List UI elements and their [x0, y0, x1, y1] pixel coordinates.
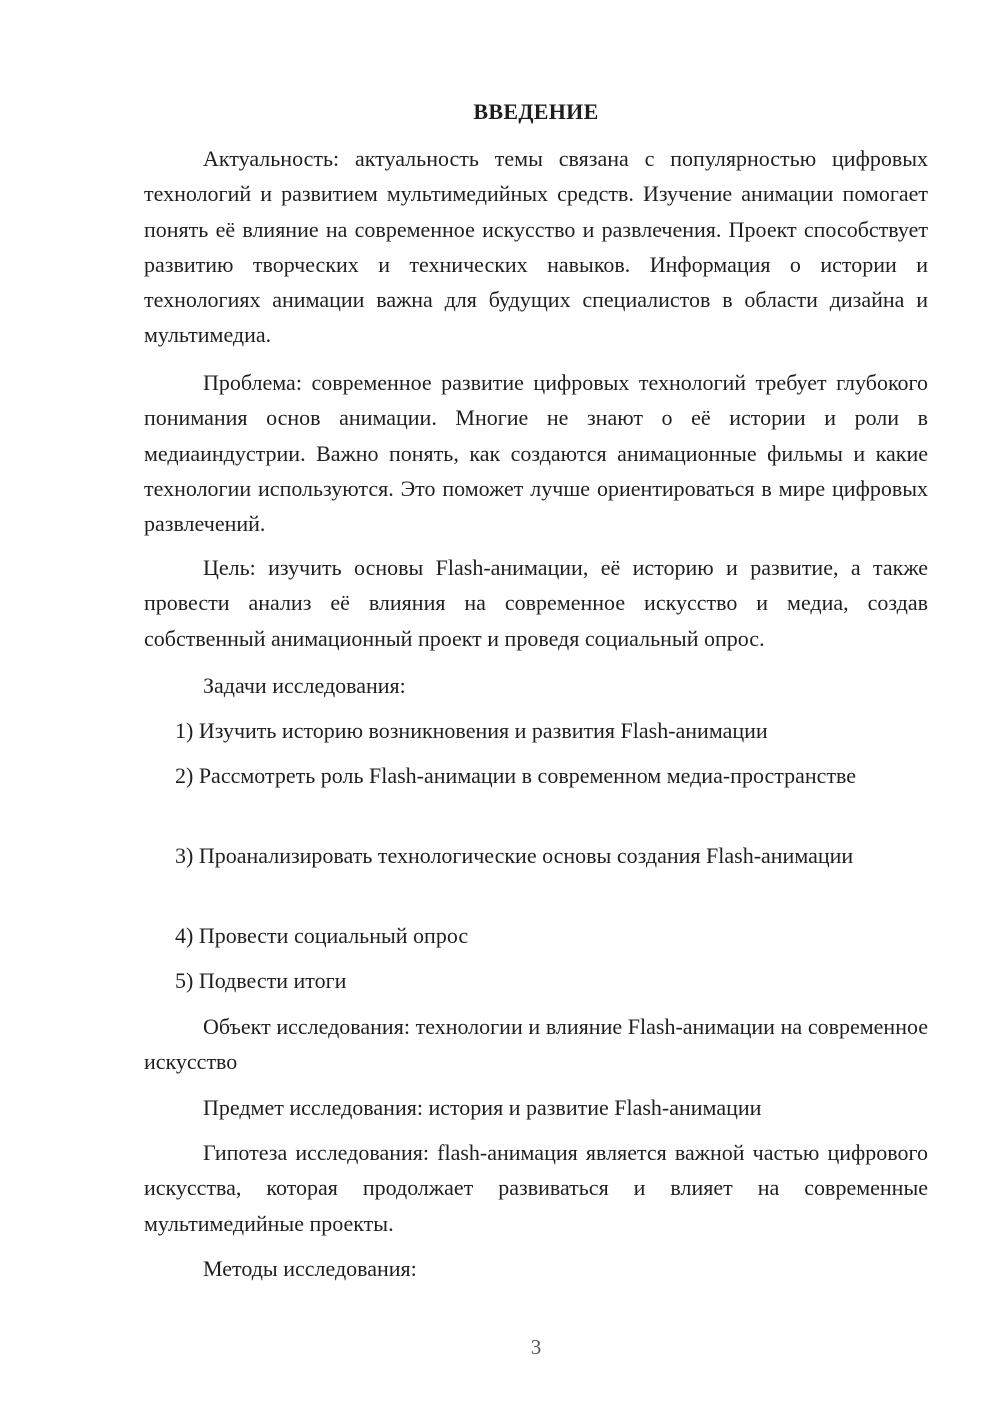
- section-heading: ВВЕДЕНИЕ: [473, 99, 599, 124]
- paragraph-hypothesis: Гипотеза исследования: flash-анимация является важной частью цифрового искусства, которая продолжает развиваться и влияет на современные мультимедийные проекты.: [144, 1140, 928, 1236]
- task-item-3: 3) Проанализировать технологические основы создания Flash-анимации: [175, 843, 854, 868]
- task-item-2: 2) Рассмотреть роль Flash-анимации в современном медиа-пространстве: [175, 763, 857, 788]
- task-item-4: 4) Провести социальный опрос: [175, 923, 469, 948]
- paragraph-problem: Проблема: современное развитие цифровых технологий требует глубокого понимания основ анимации. Многие не знают о её истории и роли в медиаиндустрии. Важно понять, как создаются анимационные фильмы и какие технологии используются. Это поможет лучше ориентироваться в мире цифровых развлечений.: [144, 370, 928, 537]
- tasks-title: Задачи исследования:: [203, 673, 406, 698]
- page-number: 3: [530, 1335, 542, 1359]
- paragraph-object: Объект исследования: технологии и влияние Flash-анимации на современное искусство: [144, 1014, 928, 1075]
- paragraph-goal: Цель: изучить основы Flash-анимации, её историю и развитие, а также провести анализ её влияния на современное искусство и медиа, создав собственный анимационный проект и проведя социальный опрос.: [144, 555, 928, 651]
- paragraph-relevance: Актуальность: актуальность темы связана с популярностью цифровых технологий и развитием мультимедийных средств. Изучение анимации помогает понять её влияние на современное искусство и развлечения. Проект способствует развитию творческих и технических навыков. Информация о истории и технологиях анимации важна для будущих специалистов в области дизайна и мультимедиа.: [144, 146, 928, 348]
- paragraph-methods: Методы исследования:: [203, 1256, 417, 1281]
- task-item-1: 1) Изучить историю возникновения и развития Flash-анимации: [175, 718, 768, 743]
- task-item-5: 5) Подвести итоги: [175, 968, 347, 993]
- paragraph-subject: Предмет исследования: история и развитие Flash-анимации: [203, 1095, 762, 1120]
